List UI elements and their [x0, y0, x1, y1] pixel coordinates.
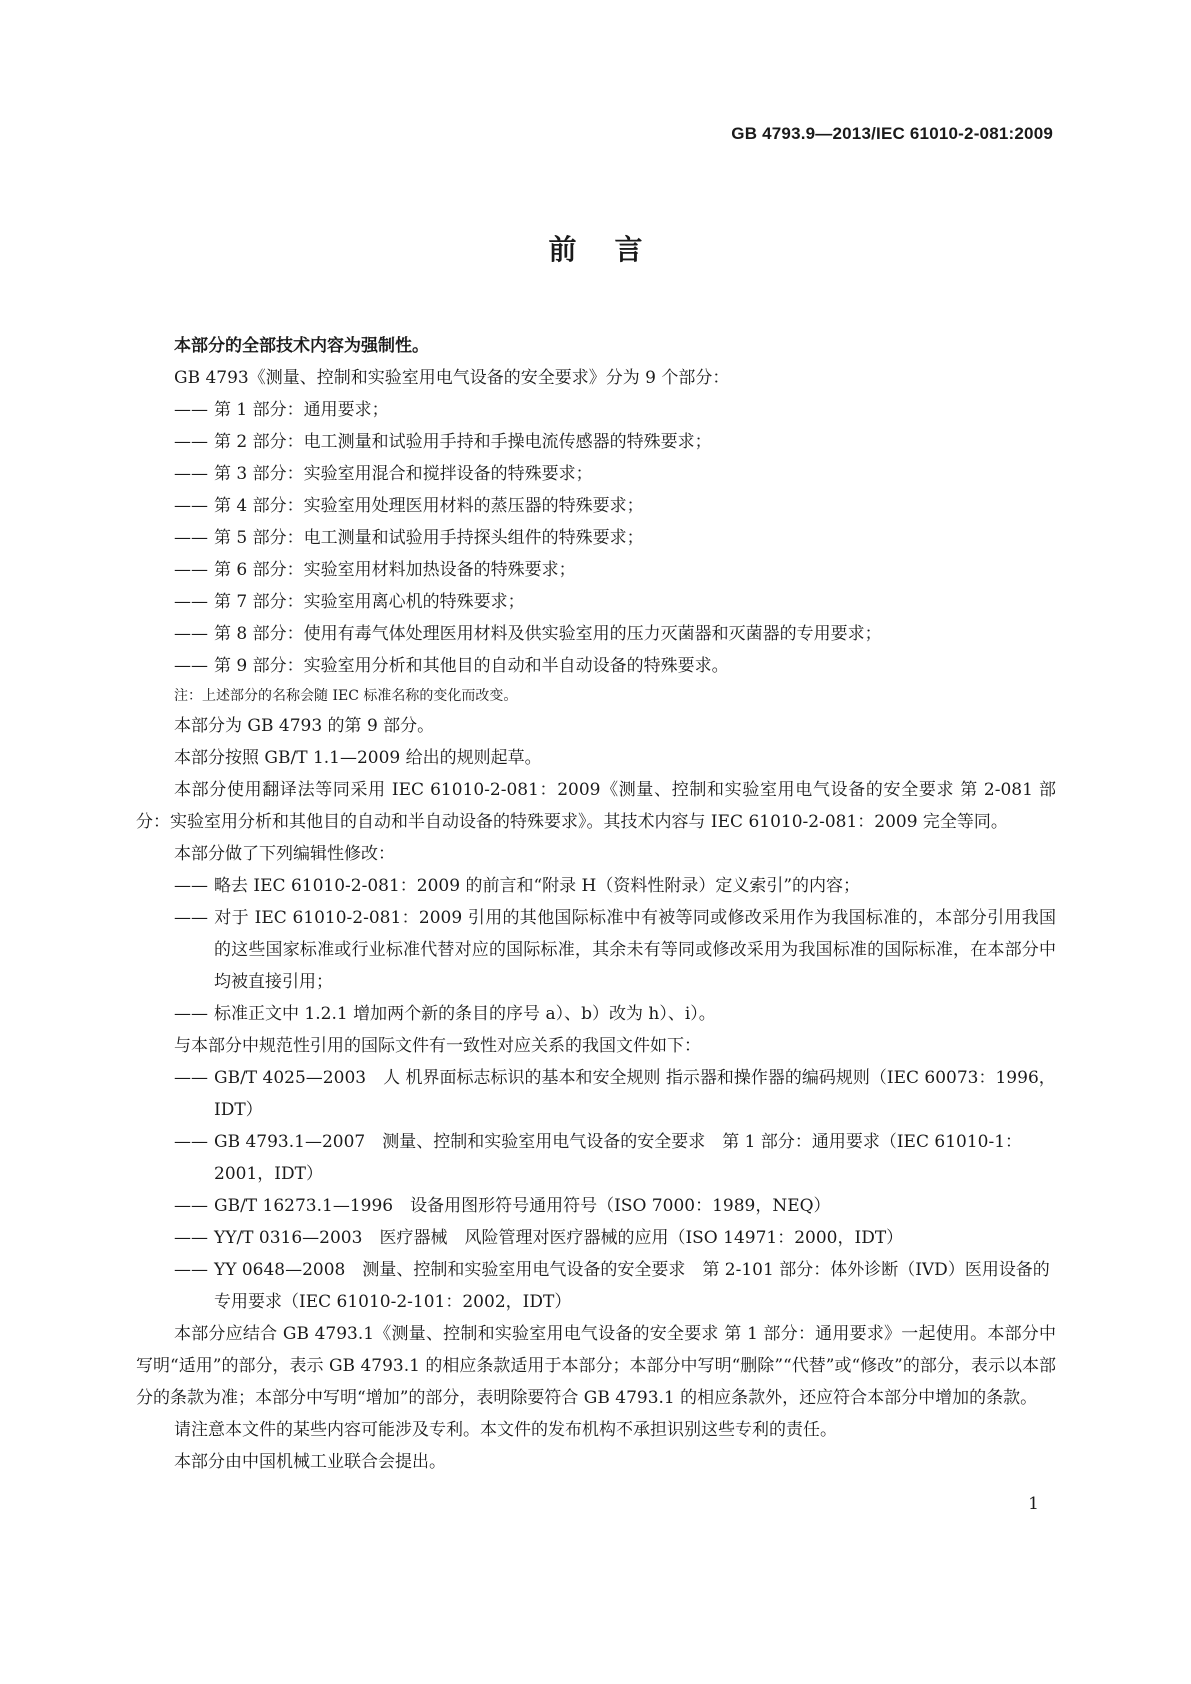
dash-mark: —— — [174, 464, 208, 484]
list-item: —— 第 7 部分：实验室用离心机的特殊要求； — [136, 586, 1056, 618]
dash-mark: —— — [174, 1132, 208, 1152]
dash-mark: —— — [174, 876, 208, 896]
page-title: 前言 — [548, 233, 681, 266]
dash-mark: —— — [174, 592, 208, 612]
drafting-statement: 本部分按照 GB/T 1.1—2009 给出的规则起草。 — [174, 748, 542, 768]
refs-list — [136, 1062, 1056, 1318]
list-item: —— 略去 IEC 61010-2-081：2009 的前言和“附录 H（资料性附录）定义索引”的内容； — [136, 870, 1056, 902]
proposer-statement: 本部分由中国机械工业联合会提出。 — [174, 1452, 446, 1472]
dash-mark: —— — [174, 432, 208, 452]
translation-statement: 本部分使用翻译法等同采用 IEC 61010-2-081：2009《测量、控制和实验室用电气设备的安全要求 第 2-081 部分：实验室用分析和其他目的自动和半自动设备的特殊要求》。其技术内容与 IEC 61010-2-081：2009 完全等同。 — [136, 780, 1056, 832]
patent-statement: 请注意本文件的某些内容可能涉及专利。本文件的发布机构不承担识别这些专利的责任。 — [174, 1420, 837, 1440]
list-item: —— 第 4 部分：实验室用处理医用材料的蒸压器的特殊要求； — [136, 490, 1056, 522]
edits-intro: 本部分做了下列编辑性修改： — [174, 844, 395, 864]
list-item: —— 对于 IEC 61010-2-081：2009 引用的其他国际标准中有被等同或修改采用作为我国标准的，本部分引用我国的这些国家标准或行业标准代替对应的国际标准，其余未有等同或修改采用为我国标准的国际标准，在本部分中均被直接引用； — [136, 902, 1056, 998]
list-item: —— 标准正文中 1.2.1 增加两个新的条目的序号 a）、b）改为 h）、i）。 — [136, 998, 1056, 1030]
part-of-statement: 本部分为 GB 4793 的第 9 部分。 — [174, 716, 435, 736]
list-item: —— 第 9 部分：实验室用分析和其他目的自动和半自动设备的特殊要求。 — [136, 650, 1056, 682]
list-item: —— 第 1 部分：通用要求； — [136, 394, 1056, 426]
mandatory-statement: 本部分的全部技术内容为强制性。 — [174, 336, 429, 356]
series-statement: GB 4793《测量、控制和实验室用电气设备的安全要求》分为 9 个部分： — [174, 368, 730, 388]
dash-mark: —— — [174, 1196, 208, 1216]
dash-mark: —— — [174, 1228, 208, 1248]
parts-list — [136, 394, 1056, 682]
foreword-body — [136, 330, 1056, 1478]
list-item: —— 第 3 部分：实验室用混合和搅拌设备的特殊要求； — [136, 458, 1056, 490]
standard-code-header: GB 4793.9—2013/IEC 61010-2-081:2009 — [731, 124, 1053, 143]
dash-mark: —— — [174, 1004, 208, 1024]
refs-intro: 与本部分中规范性引用的国际文件有一致性对应关系的我国文件如下： — [174, 1036, 701, 1056]
edits-list — [136, 870, 1056, 1030]
list-item: —— 第 2 部分：电工测量和试验用手持和手操电流传感器的特殊要求； — [136, 426, 1056, 458]
dash-mark: —— — [174, 908, 208, 928]
page-number: 1 — [1028, 1494, 1039, 1514]
list-item: —— GB/T 4025—2003 人 机界面标志标识的基本和安全规则 指示器和操作器的编码规则（IEC 60073：1996，IDT） — [136, 1062, 1056, 1126]
dash-mark: —— — [174, 400, 208, 420]
list-item: —— 第 6 部分：实验室用材料加热设备的特殊要求； — [136, 554, 1056, 586]
list-item: —— 第 8 部分：使用有毒气体处理医用材料及供实验室用的压力灭菌器和灭菌器的专用要求； — [136, 618, 1056, 650]
dash-mark: —— — [174, 1068, 208, 1088]
dash-mark: —— — [174, 496, 208, 516]
dash-mark: —— — [174, 656, 208, 676]
list-item: —— YY/T 0316—2003 医疗器械 风险管理对医疗器械的应用（ISO 14971：2000，IDT） — [136, 1222, 1056, 1254]
list-item: —— 第 5 部分：电工测量和试验用手持探头组件的特殊要求； — [136, 522, 1056, 554]
list-item: —— GB/T 16273.1—1996 设备用图形符号通用符号（ISO 7000：1989，NEQ） — [136, 1190, 1056, 1222]
dash-mark: —— — [174, 1260, 208, 1280]
dash-mark: —— — [174, 560, 208, 580]
dash-mark: —— — [174, 624, 208, 644]
dash-mark: —— — [174, 528, 208, 548]
list-item: —— YY 0648—2008 测量、控制和实验室用电气设备的安全要求 第 2-101 部分：体外诊断（IVD）医用设备的专用要求（IEC 61010-2-101：2002，IDT） — [136, 1254, 1056, 1318]
note: 注：上述部分的名称会随 IEC 标准名称的变化而改变。 — [174, 688, 518, 704]
list-item: —— GB 4793.1—2007 测量、控制和实验室用电气设备的安全要求 第 1 部分：通用要求（IEC 61010-1：2001，IDT） — [136, 1126, 1056, 1190]
usage-statement: 本部分应结合 GB 4793.1《测量、控制和实验室用电气设备的安全要求 第 1 部分：通用要求》一起使用。本部分中写明“适用”的部分，表示 GB 4793.1 的相应条款适用于本部分；本部分中写明“删除”“代替”或“修改”的部分，表示以本部分的条款为准；本部分中写明“增加”的部分，表明除要符合 GB 4793.1 的相应条款外，还应符合本部分中增加的条款。 — [136, 1324, 1056, 1408]
